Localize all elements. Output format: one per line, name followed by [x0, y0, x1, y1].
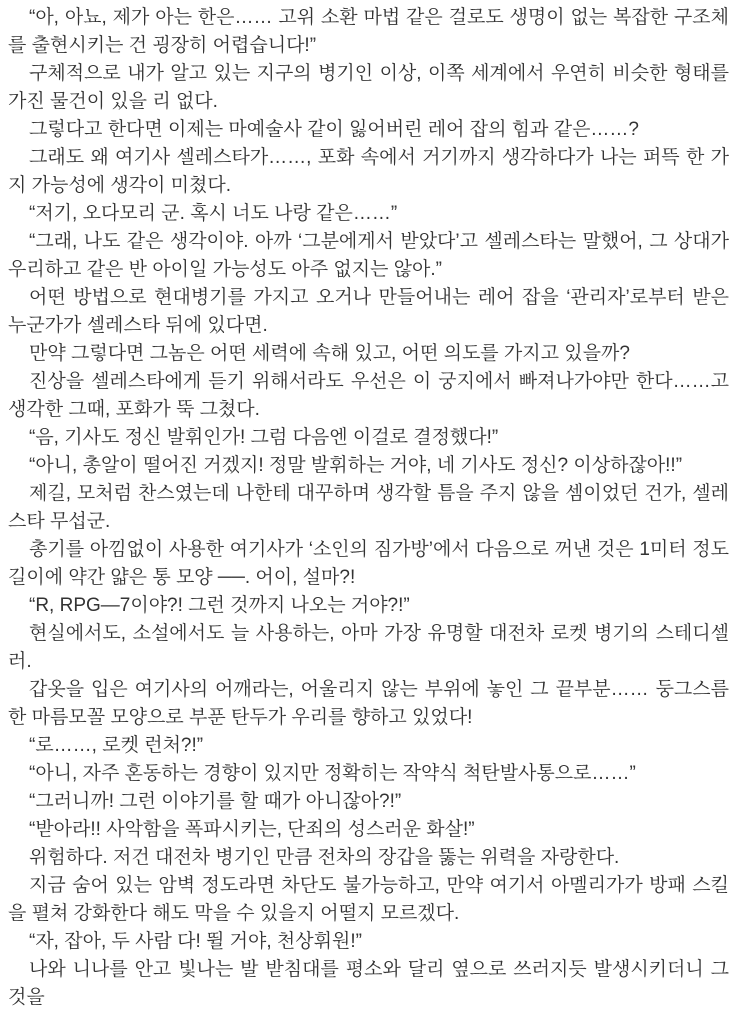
paragraph: 현실에서도, 소설에서도 늘 사용하는, 아마 가장 유명할 대전차 로켓 병기의 스테디셀러. — [8, 623, 729, 672]
paragraph: 총기를 아낌없이 사용한 여기사가 ‘소인의 짐가방’에서 다음으로 꺼낸 것은 1미터 정도 길이에 약간 얇은 통 모양 ──. 어이, 설마?! — [8, 539, 729, 588]
paragraph: “받아라!! 사악함을 폭파시키는, 단죄의 성스러운 화살!” — [29, 819, 475, 840]
paragraph: 갑옷을 입은 여기사의 어깨라는, 어울리지 않는 부위에 놓인 그 끝부분…… 둥그스름한 마름모꼴 모양으로 부푼 탄두가 우리를 향하고 있었다! — [8, 679, 729, 728]
paragraph: 그래도 왜 여기사 셀레스타가……, 포화 속에서 거기까지 생각하다가 나는 퍼뜩 한 가지 가능성에 생각이 미쳤다. — [8, 147, 729, 196]
paragraph: “로……, 로켓 런처?!” — [29, 735, 204, 756]
paragraph: 만약 그렇다면 그놈은 어떤 세력에 속해 있고, 어떤 의도를 가지고 있을까? — [29, 343, 630, 364]
paragraph: 나와 니나를 안고 빛나는 발 받침대를 평소와 달리 옆으로 쓰러지듯 발생시키더니 그것을 — [8, 959, 729, 1008]
paragraph: 제길, 모처럼 찬스였는데 나한테 대꾸하며 생각할 틈을 주지 않을 셈이었던 건가, 셀레스타 무섭군. — [8, 483, 729, 532]
paragraph: 지금 숨어 있는 암벽 정도라면 차단도 불가능하고, 만약 여기서 아멜리가가 방패 스킬을 펼쳐 강화한다 해도 막을 수 있을지 어떨지 모르겠다. — [8, 875, 729, 924]
paragraph: 위험하다. 저건 대전차 병기인 만큼 전차의 장갑을 뚫는 위력을 자랑한다. — [29, 847, 620, 868]
paragraph: “자, 잡아, 두 사람 다! 뛸 거야, 천상휘원!” — [29, 931, 362, 952]
paragraph: 그렇다고 한다면 이제는 마예술사 같이 잃어버린 레어 잡의 힘과 같은……? — [29, 119, 639, 140]
paragraph: 어떤 방법으로 현대병기를 가지고 오거나 만들어내는 레어 잡을 ‘관리자’로부터 받은 누군가가 셀레스타 뒤에 있다면. — [8, 287, 729, 336]
paragraph: “저기, 오다모리 군. 혹시 너도 나랑 같은……” — [29, 203, 398, 224]
paragraph: “아니, 총알이 떨어진 거겠지! 정말 발휘하는 거야, 네 기사도 정신? 이상하잖아!!” — [29, 455, 683, 476]
paragraph: “그래, 나도 같은 생각이야. 아까 ‘그분에게서 받았다’고 셀레스타는 말했어, 그 상대가 우리하고 같은 반 아이일 가능성도 아주 없지는 않아.” — [8, 231, 729, 280]
paragraph: “음, 기사도 정신 발휘인가! 그럼 다음엔 이걸로 결정했다!” — [29, 427, 499, 448]
paragraph: “R, RPG—7이야?! 그런 것까지 나오는 거야?!” — [29, 595, 410, 616]
paragraph: “아니, 자주 혼동하는 경향이 있지만 정확히는 작약식 척탄발사통으로……” — [29, 763, 636, 784]
paragraph: “그러니까! 그런 이야기를 할 때가 아니잖아?!” — [29, 791, 402, 812]
paragraph: 구체적으로 내가 알고 있는 지구의 병기인 이상, 이쪽 세계에서 우연히 비슷한 형태를 가진 물건이 있을 리 없다. — [8, 63, 729, 112]
paragraph: “아, 아뇨, 제가 아는 한은…… 고위 소환 마법 같은 걸로도 생명이 없는 복잡한 구조체를 출현시키는 건 굉장히 어렵습니다!” — [8, 7, 729, 56]
paragraph: 진상을 셀레스타에게 듣기 위해서라도 우선은 이 궁지에서 빠져나가야만 한다……고 생각한 그때, 포화가 뚝 그쳤다. — [8, 371, 729, 420]
